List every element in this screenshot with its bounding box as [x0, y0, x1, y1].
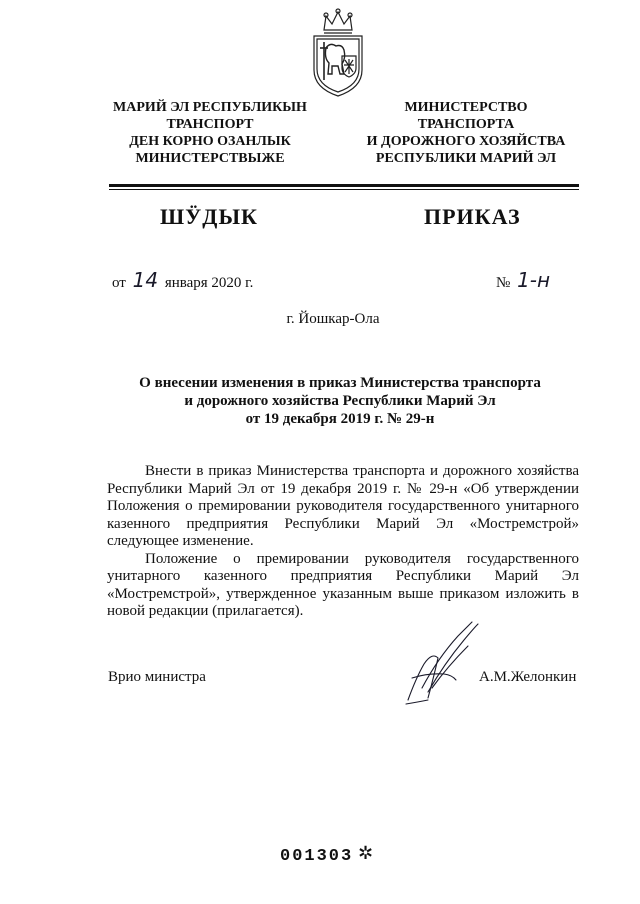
asterisk-ornament-icon: ✲: [358, 843, 374, 864]
header-right-line: И ДОРОЖНОГО ХОЗЯЙСТВА: [366, 134, 566, 149]
date-rest: января 2020 г.: [164, 275, 254, 291]
header-divider-thin: [109, 189, 579, 190]
coat-of-arms-icon: [302, 8, 374, 100]
number-value-handwritten: 1-н: [517, 268, 551, 292]
order-date: [112, 268, 254, 292]
header-right-line: МИНИСТЕРСТВО: [404, 100, 528, 115]
ministry-name-mari: [100, 99, 320, 167]
order-subject: [105, 374, 575, 428]
subject-line: от 19 декабря 2019 г. № 29-н: [245, 411, 435, 427]
document-serial-number: 001303: [280, 847, 354, 866]
order-body: [107, 463, 579, 621]
number-label: №: [496, 275, 511, 291]
header-divider-thick: [109, 184, 579, 187]
signer-name: А.М.Желонкин: [479, 669, 577, 685]
header-left-line: ТРАНСПОРТ: [166, 117, 254, 132]
body-paragraph: Внести в приказ Министерства транспорта и дорожного хозяйства Республики Марий Эл от 19 декабря 2019 г. № 29-н «Об утверждении Положения о премировании руководителя государственного унитарного казенного предприятия Республики Марий Эл «Мостремстрой» следующее изменение.: [107, 463, 579, 549]
handwritten-signature-icon: [398, 618, 508, 710]
date-day-handwritten: 14: [132, 268, 159, 292]
header-left-line: МАРИЙ ЭЛ РЕСПУБЛИКЫН: [113, 100, 307, 115]
header-right-line: РЕСПУБЛИКИ МАРИЙ ЭЛ: [375, 151, 557, 166]
body-paragraph: Положение о премировании руководителя государственного унитарного казенного предприятия Республики Марий Эл «Мостремстрой», утвержденное указанным выше приказом изложить в новой редакции (прилагается).: [107, 550, 579, 619]
ministry-name-russian: [355, 99, 577, 167]
order-title-russian: ПРИКАЗ: [424, 204, 521, 229]
header-left-line: МИНИСТЕРСТВЫЖЕ: [135, 151, 285, 166]
order-number: [496, 268, 553, 292]
subject-line: О внесении изменения в приказ Министерства транспорта: [139, 375, 541, 391]
header-left-line: ДЕН КОРНО ОЗАНЛЫК: [129, 134, 291, 149]
order-title-mari: ШӰДЫК: [160, 204, 258, 229]
signer-role: Врио министра: [108, 669, 206, 685]
subject-line: и дорожного хозяйства Республики Марий Эл: [184, 393, 496, 409]
date-prefix: от: [112, 275, 126, 291]
header-right-line: ТРАНСПОРТА: [417, 117, 515, 132]
city: г. Йошкар-Ола: [286, 311, 380, 327]
